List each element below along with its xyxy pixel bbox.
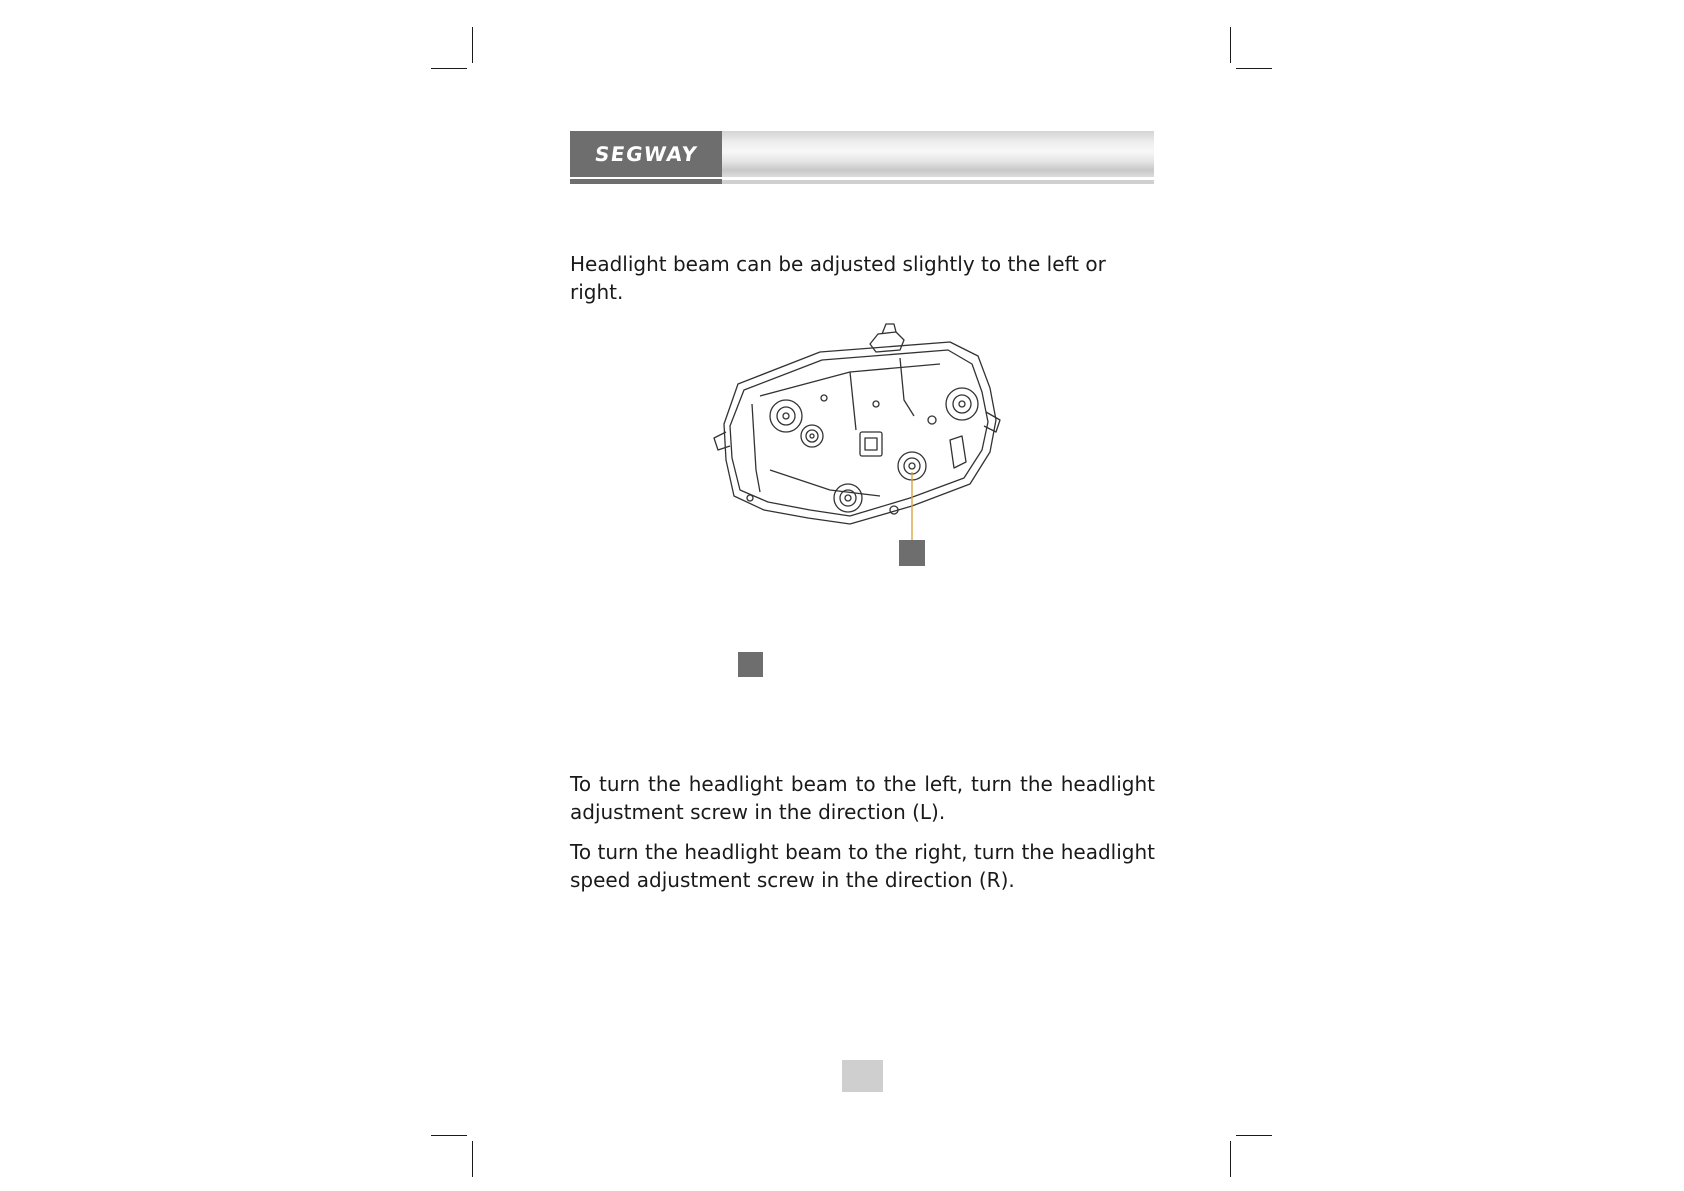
crop-mark — [1236, 1135, 1272, 1136]
headlight-figure — [700, 320, 1040, 580]
header-underline — [570, 179, 722, 184]
header-underline — [722, 180, 1154, 184]
crop-mark — [431, 1135, 467, 1136]
crop-mark — [1236, 68, 1272, 69]
intro-paragraph: Headlight beam can be adjusted slightly to the left or right. — [570, 252, 1106, 304]
page-header — [570, 131, 1154, 184]
brand-logo — [570, 131, 722, 177]
crop-mark — [431, 68, 467, 69]
crop-mark — [1230, 27, 1231, 63]
crop-mark — [472, 27, 473, 63]
page-number-box — [842, 1060, 883, 1092]
crop-mark — [472, 1141, 473, 1177]
headlight-drawing — [700, 320, 1040, 580]
header-bar — [722, 131, 1154, 177]
legend-marker — [738, 652, 763, 677]
callout-marker — [899, 540, 925, 566]
brand-logo-text: SEGWAY — [592, 142, 700, 166]
left-instruction-paragraph: To turn the headlight beam to the left, turn the headlight adjustment screw in the direction (L). — [570, 772, 1155, 824]
crop-mark — [1230, 1141, 1231, 1177]
right-instruction-paragraph: To turn the headlight beam to the right, turn the headlight speed adjustment screw in the direction (R). — [570, 840, 1155, 892]
